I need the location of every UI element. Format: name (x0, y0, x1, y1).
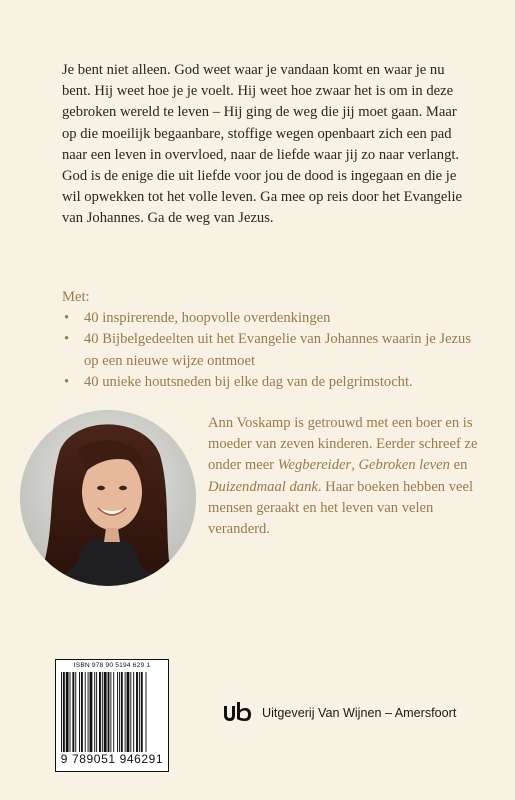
barcode-bar (136, 672, 138, 752)
barcode-bar (127, 672, 130, 752)
bullet-icon: • (64, 373, 70, 390)
barcode-bar (139, 672, 140, 752)
bio-text: Ann Voskamp is getrouwd met een boer en is moeder van zeven kinderen. Eerder schreef ze onder meer (208, 415, 478, 474)
features-items (62, 308, 482, 393)
barcode-bar (81, 672, 83, 752)
barcode-bar (102, 672, 103, 752)
book-title-wegbereider: Wegbereider (277, 457, 352, 474)
blurb-paragraph-1: Je bent niet alleen. God weet waar je vandaan komt en waar je nu bent. Hij weet hoe je je voelt. Hij weet hoe zwaar het is om in deze gebroken wereld te leven – Hij ging de weg die jij moet gaan. Maar op die moeilijk begaanbare, stoffige wegen openbaart zich een pad naar een leven in overvloed, naar de liefde waar jij zo naar verlangt. (62, 62, 460, 163)
features-label: Met: (62, 289, 90, 305)
barcode-bars (61, 672, 163, 752)
barcode-bar (125, 672, 126, 752)
barcode-bar (90, 672, 93, 752)
barcode-bar (61, 672, 62, 752)
bio-separator: , (351, 457, 359, 474)
barcode-bar (70, 672, 71, 752)
feature-text: 40 Bijbelgedeelten uit het Evangelie van Johannes waarin je Jezus op een nieuwe wijze ontmoet (84, 331, 472, 369)
author-photo-illustration (20, 410, 196, 586)
publisher-imprint (222, 701, 456, 725)
bio-text: . Haar boeken hebben veel mensen geraakt en het leven van velen veranderd. (208, 478, 474, 538)
barcode-bar (75, 672, 76, 752)
barcode-bar (110, 672, 111, 752)
feature-text: 40 inspirerende, hoopvolle overdenkingen (84, 310, 331, 327)
barcode-bar (146, 672, 147, 752)
bullet-icon: • (64, 331, 70, 348)
barcode-bar (63, 672, 65, 752)
publisher-logo-icon (222, 701, 252, 725)
feature-text: 40 unieke houtsneden bij elke dag van de pelgrimstocht. (84, 373, 413, 390)
list-item (62, 308, 482, 329)
barcode-bar (113, 672, 114, 752)
barcode-bar (88, 672, 89, 752)
barcode-bar (96, 672, 97, 752)
book-title-gebroken-leven: Gebroken leven (358, 457, 450, 474)
features-list (62, 287, 482, 393)
list-item (62, 372, 482, 393)
back-cover-blurb (62, 60, 462, 230)
author-bio (208, 413, 478, 540)
barcode-bar (79, 672, 80, 752)
publisher-name: Uitgeverij Van Wijnen – Amersfoort (262, 706, 457, 720)
barcode-bar (99, 672, 101, 752)
barcode-bar (119, 672, 120, 752)
barcode-bar (85, 672, 86, 752)
barcode-bar (108, 672, 110, 752)
barcode-bar (117, 672, 118, 752)
bullet-icon: • (64, 310, 70, 327)
barcode-bar (94, 672, 95, 752)
list-item (62, 329, 482, 371)
isbn-barcode (55, 659, 169, 772)
barcode-bar (66, 672, 69, 752)
barcode-bar (72, 672, 74, 752)
book-title-duizendmaal-dank: Duizendmaal dank (208, 478, 318, 495)
barcode-bar (133, 672, 134, 752)
ean-digits: 9 789051 946291 (60, 752, 164, 766)
isbn-label: ISBN 978 90 5194 629 1 (73, 662, 151, 669)
blurb-paragraph-2: God is de enige die uit liefde voor jou de dood is ingegaan en die je wil opwekken tot het volle leven. Ga mee op reis door het Evangelie van Johannes. Ga de weg van Jezus. (62, 168, 462, 227)
barcode-bar (141, 672, 143, 752)
author-portrait (20, 410, 196, 586)
barcode-bar (130, 672, 131, 752)
barcode-bar (121, 672, 123, 752)
bio-separator: en (449, 457, 468, 474)
barcode-bar (104, 672, 107, 752)
